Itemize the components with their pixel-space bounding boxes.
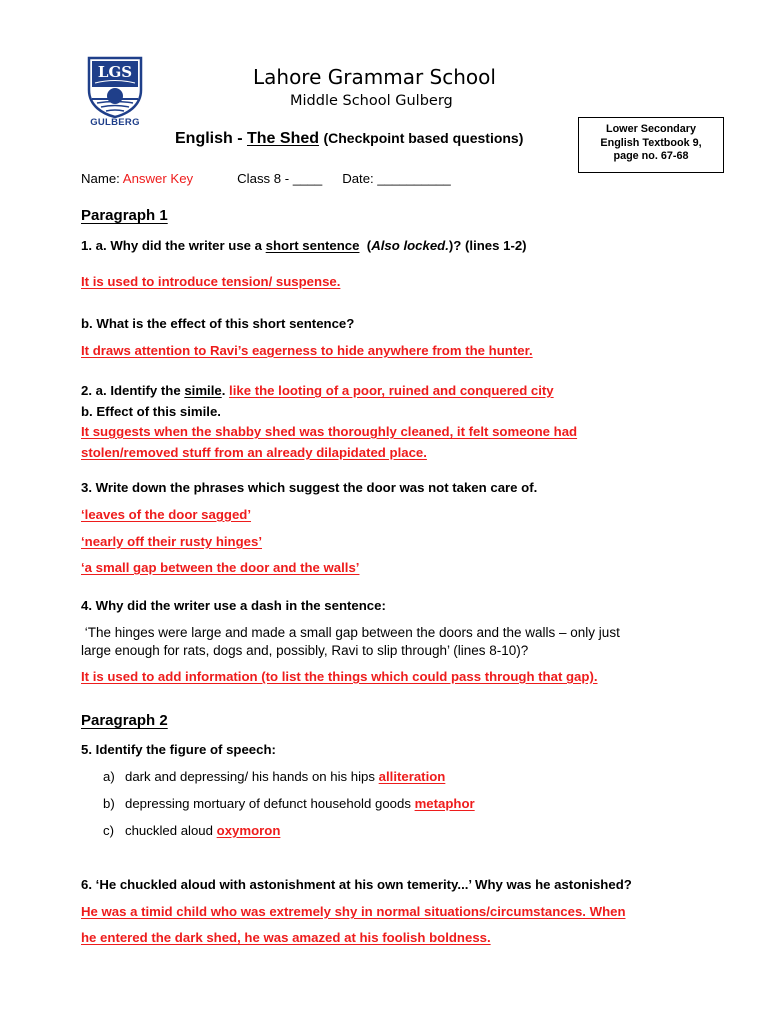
question-text: ( [359, 238, 372, 253]
answer-4: It is used to add information (to list the things which could pass through that gap). [81, 669, 598, 684]
answer-1b: It draws attention to Ravi’s eagerness to hide anywhere from the hunter. [81, 343, 533, 358]
reference-line: page no. 67-68 [613, 150, 689, 162]
question-1a [81, 238, 527, 253]
worksheet-title [175, 130, 523, 148]
reference-line: English Textbook 9, [600, 136, 702, 149]
school-name: Lahore Grammar School [253, 65, 496, 89]
reference-line: Lower Secondary [605, 123, 696, 135]
question-text: 1. a. Why did the writer use a [81, 238, 266, 253]
subject-title: The Shed [247, 130, 320, 147]
class-field: Class 8 - ____ [237, 171, 323, 186]
question-4: 4. Why did the writer use a dash in the sentence: [81, 598, 386, 613]
question-text: )? (lines 1-2) [448, 238, 527, 253]
question-text: . [221, 383, 230, 398]
date-field: Date: __________ [342, 171, 451, 186]
paragraph-1-heading: Paragraph 1 [81, 207, 168, 224]
answer-2b-line-1: It suggests when the shabby shed was thoroughly cleaned, it felt someone had [81, 424, 578, 439]
answer-6-line-2: he entered the dark shed, he was amazed at his foolish boldness. [81, 930, 491, 945]
name-label: Name: [81, 171, 123, 186]
answer-3-item: ‘a small gap between the door and the walls’ [81, 560, 360, 575]
list-marker: b) [103, 796, 115, 811]
figure-of-speech-item [103, 769, 445, 784]
question-term: short sentence [265, 238, 360, 253]
question-term: simile [184, 383, 222, 398]
figure-answer: metaphor [414, 796, 475, 811]
question-quote: Also locked. [371, 238, 449, 253]
figure-answer: alliteration [378, 769, 446, 784]
figure-of-speech-item [103, 796, 475, 811]
question-4-quote-line-2: large enough for rats, dogs and, possibly, Ravi to slip through’ (lines 8-10)? [81, 643, 529, 658]
list-marker: a) [103, 769, 115, 784]
school-branch: Middle School Gulberg [290, 93, 453, 109]
answer-1a: It is used to introduce tension/ suspense. [81, 274, 341, 289]
school-crest-icon [87, 56, 143, 118]
question-1b: b. What is the effect of this short sentence? [81, 316, 355, 331]
question-6: 6. ‘He chuckled aloud with astonishment at his own temerity...’ Why was he astonished? [81, 877, 632, 892]
svg-text:LGS: LGS [97, 63, 133, 81]
logo-label: GULBERG [90, 117, 140, 128]
figure-of-speech-item [103, 823, 280, 838]
answer-6-line-1: He was a timid child who was extremely shy in normal situations/circumstances. When [81, 904, 626, 919]
question-4-quote-line-1: ‘The hinges were large and made a small gap between the doors and the walls – only just [81, 625, 620, 640]
name-value: Answer Key [122, 171, 194, 186]
subject-suffix: (Checkpoint based questions) [323, 130, 524, 146]
answer-3-item: ‘nearly off their rusty hinges’ [81, 534, 262, 549]
subject-prefix: English - [175, 130, 247, 147]
question-3: 3. Write down the phrases which suggest the door was not taken care of. [81, 480, 538, 495]
student-info-line [81, 171, 451, 186]
question-5: 5. Identify the figure of speech: [81, 742, 276, 757]
question-2a [81, 383, 554, 398]
answer-3-item: ‘leaves of the door sagged’ [81, 507, 252, 522]
list-marker: c) [103, 823, 114, 838]
figure-answer: oxymoron [216, 823, 281, 838]
question-2b: b. Effect of this simile. [81, 404, 221, 419]
answer-2a: like the looting of a poor, ruined and conquered city [229, 383, 554, 398]
figure-text: chuckled aloud [125, 823, 217, 838]
paragraph-2-heading: Paragraph 2 [81, 712, 168, 729]
question-text: 2. a. Identify the [81, 383, 185, 398]
figure-text: dark and depressing/ his hands on his hips [125, 769, 379, 784]
textbook-reference-box [578, 117, 724, 173]
figure-text: depressing mortuary of defunct household goods [125, 796, 415, 811]
answer-2b-line-2: stolen/removed stuff from an already dilapidated place. [81, 445, 427, 460]
